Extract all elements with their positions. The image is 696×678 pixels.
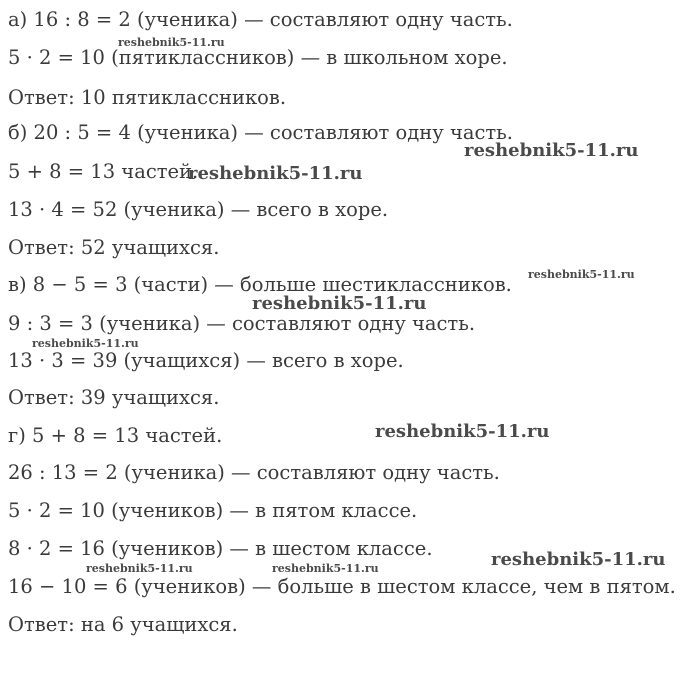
line-b-3: 13 · 4 = 52 (ученика) — всего в хоре. (8, 198, 389, 221)
line-a-answer: Ответ: 10 пятиклассников. (8, 86, 287, 109)
watermark: reshebnik5-11.ru (272, 562, 379, 575)
watermark: reshebnik5-11.ru (32, 337, 139, 350)
line-d-4: 8 · 2 = 16 (учеников) — в шестом классе. (8, 537, 433, 560)
line-d-2: 26 : 13 = 2 (ученика) — составляют одну часть. (8, 461, 500, 484)
watermark: reshebnik5-11.ru (252, 293, 427, 314)
watermark: reshebnik5-11.ru (118, 36, 225, 49)
line-a-2: 5 · 2 = 10 (пятиклассников) — в школьном хоре. (8, 46, 508, 69)
watermark: reshebnik5-11.ru (86, 562, 193, 575)
line-d-1: г) 5 + 8 = 13 частей. (8, 424, 223, 447)
line-c-3: 13 · 3 = 39 (учащихся) — всего в хоре. (8, 349, 404, 372)
line-d-3: 5 · 2 = 10 (учеников) — в пятом классе. (8, 499, 418, 522)
line-d-5: 16 − 10 = 6 (учеников) — больше в шестом классе, чем в пятом. (8, 575, 676, 598)
line-d-answer: Ответ: на 6 учащихся. (8, 613, 238, 636)
watermark: reshebnik5-11.ru (375, 421, 550, 442)
line-b-1: б) 20 : 5 = 4 (ученика) — составляют одну часть. (8, 121, 513, 144)
line-c-2: 9 : 3 = 3 (ученика) — составляют одну часть. (8, 312, 476, 335)
line-b-answer: Ответ: 52 учащихся. (8, 236, 220, 259)
watermark: reshebnik5-11.ru (188, 163, 363, 184)
line-a-1: а) 16 : 8 = 2 (ученика) — составляют одну часть. (8, 8, 513, 31)
watermark: reshebnik5-11.ru (491, 549, 666, 570)
watermark: reshebnik5-11.ru (528, 268, 635, 281)
line-c-1: в) 8 − 5 = 3 (части) — больше шестиклассников. (8, 273, 512, 296)
line-c-answer: Ответ: 39 учащихся. (8, 386, 220, 409)
line-b-2: 5 + 8 = 13 частей. (8, 160, 199, 183)
watermark: reshebnik5-11.ru (464, 140, 639, 161)
